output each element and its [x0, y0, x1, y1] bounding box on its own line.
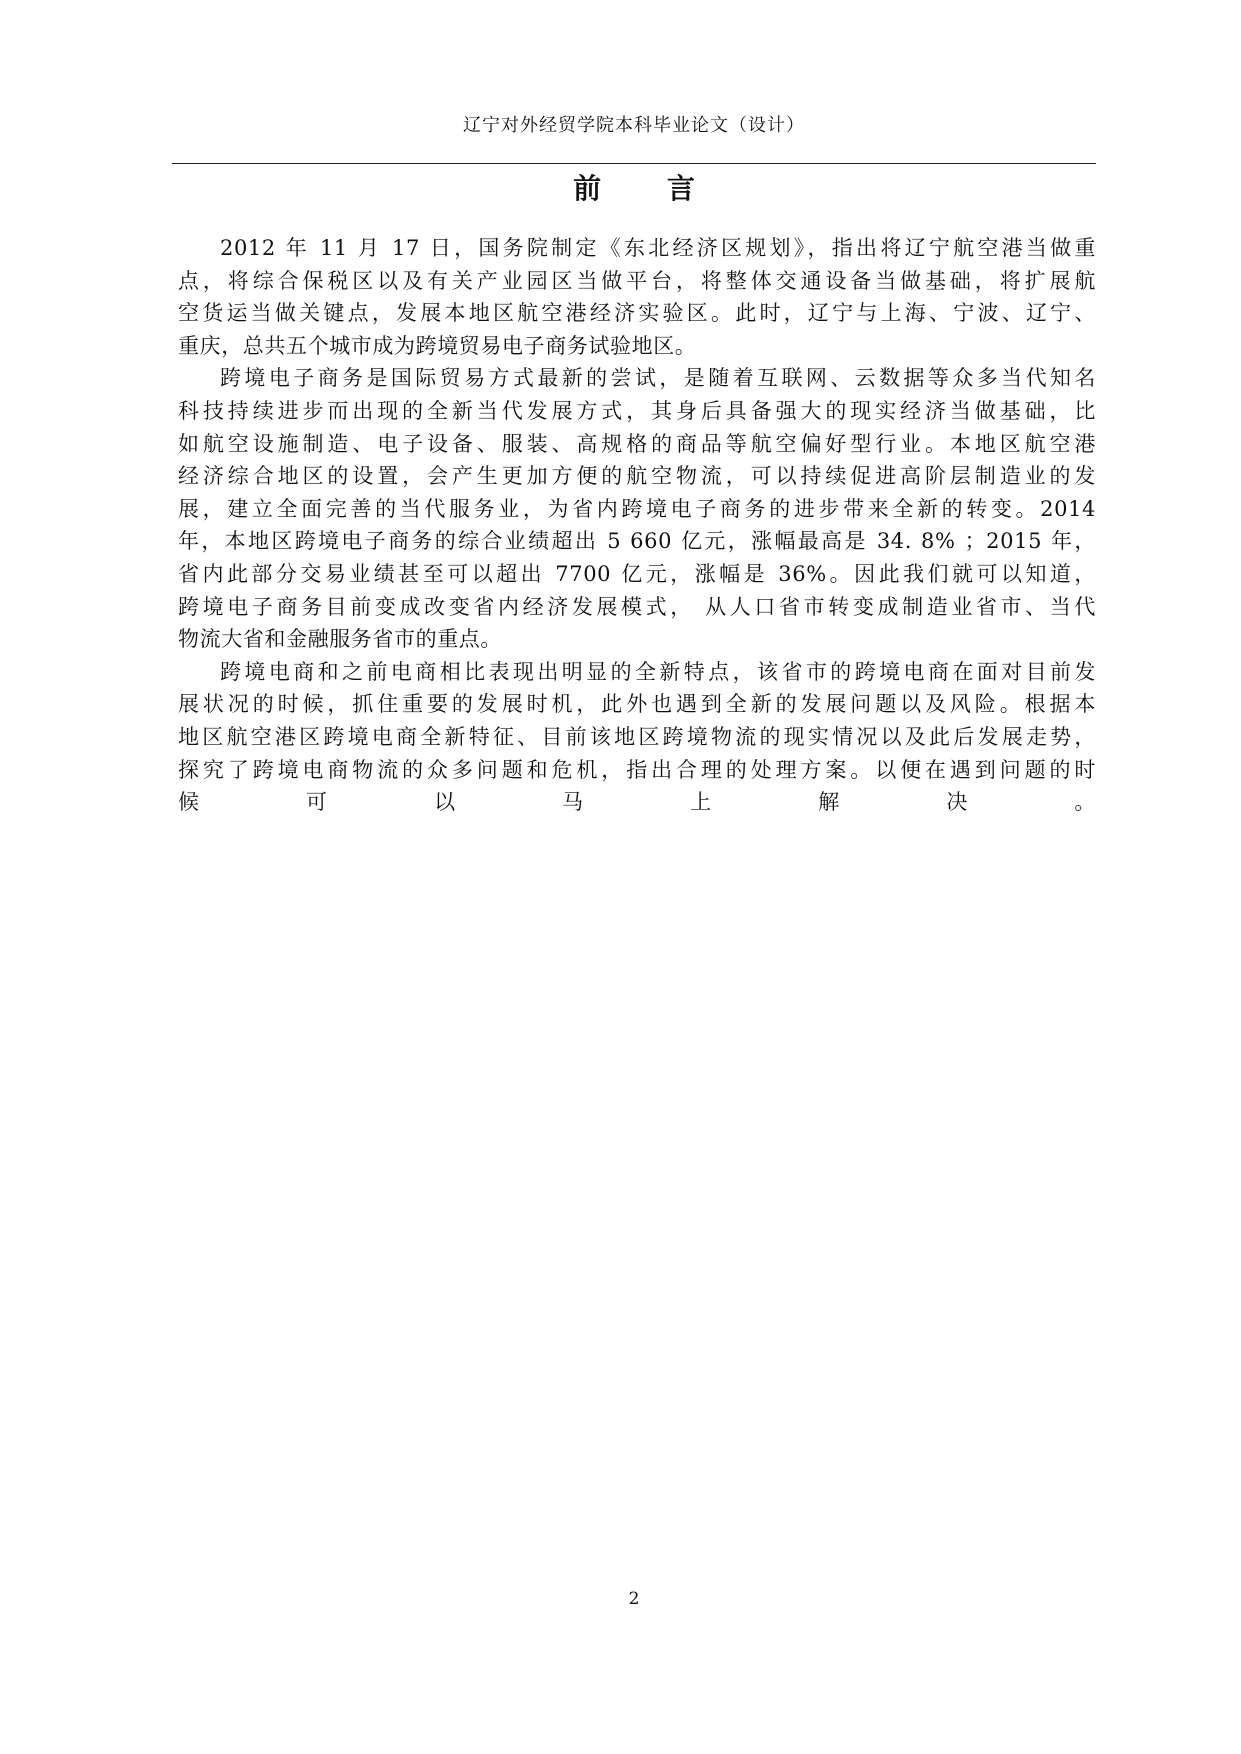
paragraph-line: 候 可 以 马 上 解 决 。	[178, 790, 1096, 815]
paragraph-line: 跨境电子商务是国际贸易方式最新的尝试，是随着互联网、云数据等众多当代知名	[220, 366, 1096, 391]
paragraph-line: 物流大省和金融服务省市的重点。	[178, 627, 502, 652]
paragraph-line: 如航空设施制造、电子设备、服装、高规格的商品等航空偏好型行业。本地区航空港	[178, 431, 1096, 456]
paragraph-line: 科技持续进步而出现的全新当代发展方式，其身后具备强大的现实经济当做基础，比	[178, 398, 1096, 423]
header-divider	[172, 163, 1096, 164]
body-text	[178, 232, 1096, 819]
paragraph-line: 展，建立全面完善的当代服务业，为省内跨境电子商务的进步带来全新的转变。2014	[178, 496, 1096, 521]
paragraph-2	[178, 362, 1096, 655]
paragraph-line: 点，将综合保税区以及有关产业园区当做平台，将整体交通设备当做基础，将扩展航	[178, 268, 1096, 293]
paragraph-line: 2012 年 11 月 17 日，国务院制定《东北经济区规划》，指出将辽宁航空港当做重	[220, 236, 1096, 260]
page-title: 前 言	[573, 172, 723, 205]
paragraph-line: 跨境电子商务目前变成改变省内经济发展模式， 从人口省市转变成制造业省市、当代	[178, 594, 1096, 619]
paragraph-line: 探究了跨境电商物流的众多问题和危机，指出合理的处理方案。以便在遇到问题的时	[178, 757, 1096, 782]
paragraph-line: 空货运当做关键点，发展本地区航空港经济实验区。此时，辽宁与上海、宁波、辽宁、	[178, 301, 1096, 326]
paragraph-line: 重庆，总共五个城市成为跨境贸易电子商务试验地区。	[178, 333, 697, 358]
paragraph-line: 展状况的时候，抓住重要的发展时机，此外也遇到全新的发展问题以及风险。根据本	[178, 692, 1096, 717]
paragraph-line: 经济综合地区的设置，会产生更加方便的航空物流，可以持续促进高阶层制造业的发	[178, 464, 1096, 489]
paragraph-line: 省内此部分交易业绩甚至可以超出 7700 亿元，涨幅是 36%。因此我们就可以知道，	[178, 561, 1096, 586]
page-number: 2	[628, 1589, 640, 1609]
paragraph-line: 跨境电商和之前电商相比表现出明显的全新特点，该省市的跨境电商在面对目前发	[220, 659, 1096, 684]
paragraph-3	[178, 656, 1096, 819]
paragraph-line: 地区航空港区跨境电商全新特征、目前该地区跨境物流的现实情况以及此后发展走势，	[178, 724, 1096, 749]
running-header: 辽宁对外经贸学院本科毕业论文（设计）	[463, 115, 805, 136]
paragraph-line: 年，本地区跨境电子商务的综合业绩超出 5 660 亿元，涨幅最高是 34. 8% ；2015 年，	[178, 529, 1096, 554]
paragraph-1	[178, 232, 1096, 362]
